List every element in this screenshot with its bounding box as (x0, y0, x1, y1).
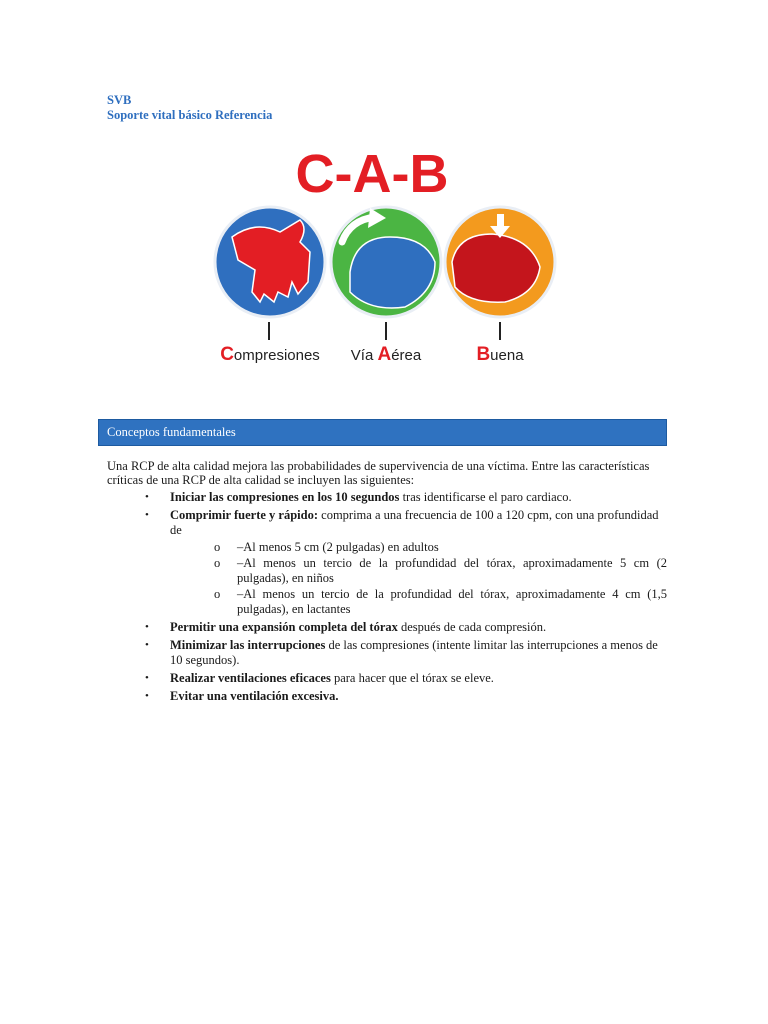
label-compresiones: Compresiones (220, 344, 320, 365)
document-header (107, 93, 272, 123)
bullet-list (107, 490, 667, 704)
label-buena: Buena (476, 344, 524, 365)
list-item: • Minimizar las interrupciones de las compresiones (intente limitar las interrupciones a menos de 10 segundos). (145, 638, 658, 667)
bullet-marker: • (145, 491, 149, 503)
label-via-aerea: Vía Aérea (350, 344, 422, 365)
bullet-marker: • (145, 621, 149, 633)
cab-title: C-A-B (295, 144, 449, 204)
list-item: • Evitar una ventilación excesiva. (145, 689, 339, 703)
section-title: Conceptos fundamentales (107, 425, 236, 439)
bullet-marker: • (145, 509, 149, 521)
list-item: • Realizar ventilaciones eficaces para hacer que el tórax se eleve. (145, 671, 494, 685)
header-title: SVB (107, 93, 132, 107)
header-subtitle: Soporte vital básico Referencia (107, 108, 273, 122)
cab-figure (200, 142, 560, 372)
breathing-icon (445, 207, 555, 317)
sub-bullet-marker: o (214, 540, 221, 554)
intro-paragraph: Una RCP de alta calidad mejora las probabilidades de supervivencia de una víctima. Entre las características críticas de una RCP de alta calidad se incluyen las siguientes: (107, 459, 650, 487)
connector-line (385, 322, 387, 340)
list-item: • Permitir una expansión completa del tórax después de cada compresión. (145, 620, 547, 634)
connector-line (499, 322, 501, 340)
sub-list (170, 540, 667, 617)
content-body (107, 459, 667, 704)
airway-icon (331, 207, 441, 317)
sub-list-item: o –Al menos un tercio de la profundidad del tórax, aproximadamente 4 cm (1,5 pulgadas), en lactantes (214, 587, 667, 616)
bullet-marker: • (145, 690, 149, 702)
sub-list-item: o –Al menos un tercio de la profundidad del tórax, aproximadamente 5 cm (2 pulgadas), en niños (214, 556, 667, 585)
connector-line (268, 322, 270, 340)
sub-list-item: o –Al menos 5 cm (2 pulgadas) en adultos (214, 540, 439, 554)
bullet-marker: • (145, 672, 149, 684)
bullet-marker: • (145, 639, 149, 651)
list-item: • Comprimir fuerte y rápido: comprima a una frecuencia de 100 a 120 cpm, con una profundidad de o –Al menos 5 cm (2 pulgadas) en adultos o –Al menos un tercio de la profundidad del tórax, aproximadamente 5 cm (2 pulgadas), en niños o –Al menos un tercio de la profundidad del tórax, aproximadamente 4 cm (1,5 pulgadas), en lactantes (145, 508, 667, 616)
compressions-icon (215, 207, 325, 317)
section-header (98, 419, 667, 446)
sub-bullet-marker: o (214, 587, 221, 601)
list-item: • Iniciar las compresiones en los 10 segundos tras identificarse el paro cardiaco. (145, 490, 572, 504)
sub-bullet-marker: o (214, 556, 221, 570)
